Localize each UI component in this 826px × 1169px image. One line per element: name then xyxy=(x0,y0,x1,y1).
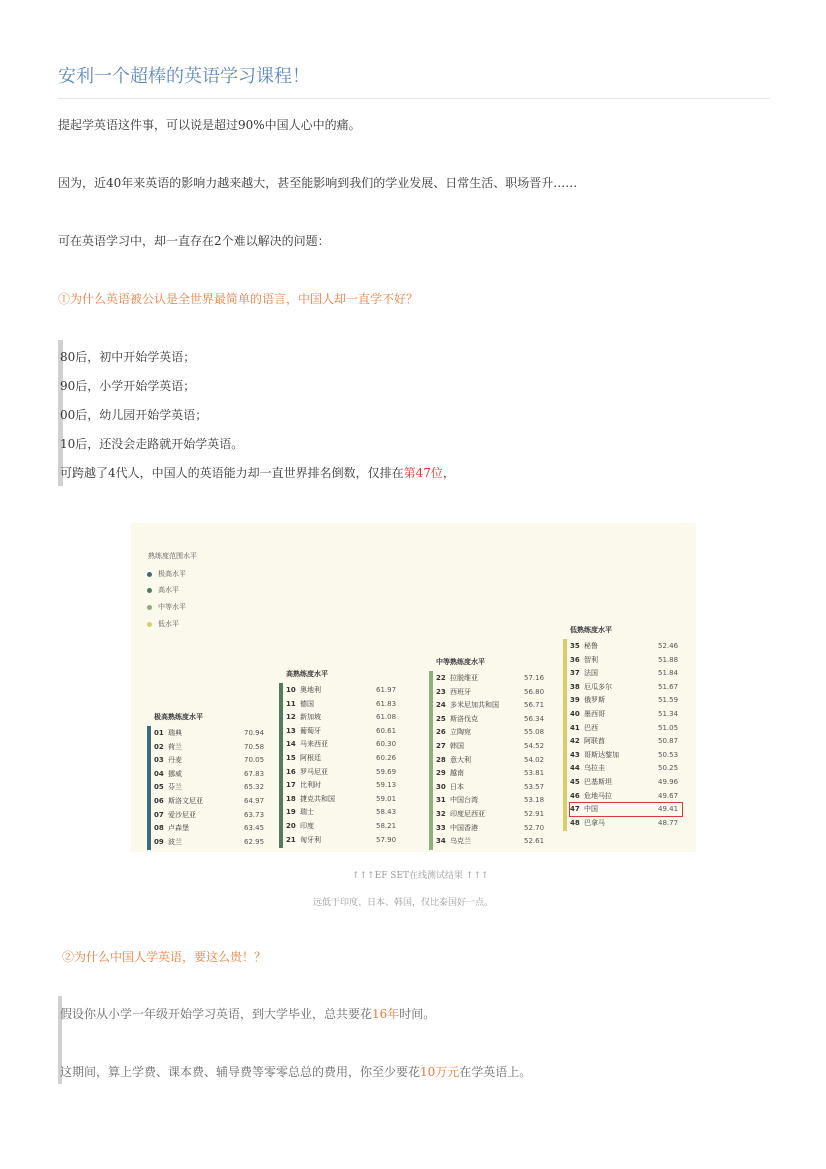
country-name: 斯洛文尼亚 xyxy=(168,797,203,805)
quote1-line-5 xyxy=(60,464,455,481)
score-value: 50.25 xyxy=(658,764,679,773)
rank-number: 08 xyxy=(154,824,164,833)
score-value: 58.21 xyxy=(376,822,397,830)
years-highlight: 16年 xyxy=(372,1007,400,1021)
country-name: 阿根廷 xyxy=(300,754,321,762)
rank-number: 28 xyxy=(436,755,446,764)
rank-number: 01 xyxy=(154,729,164,737)
rank-number: 04 xyxy=(154,769,164,778)
ranking-row xyxy=(436,767,548,780)
chart-caption: ↑↑↑EF SET在线测试结果 ↑↑↑ xyxy=(352,871,489,881)
score-value: 64.97 xyxy=(244,797,265,805)
group-heading: 中等熟练度水平 xyxy=(436,658,485,666)
ranking-row xyxy=(570,722,682,735)
country-name: 瑞士 xyxy=(300,808,314,817)
ranking-row xyxy=(436,726,548,739)
quote2-line-2-text: 这期间，算上学费、课本费、辅导费等零零总总的费用，你至少要花 xyxy=(60,1065,421,1079)
rank-number: 23 xyxy=(436,687,446,696)
ranking-row xyxy=(154,754,268,767)
ranking-row xyxy=(286,711,400,724)
paragraph-2: 因为，近40年来英语的影响力越来越大，甚至能影响到我们的学业发展、日常生活、职场晋升…… xyxy=(58,176,578,190)
score-value: 60.26 xyxy=(376,754,397,762)
rank-number: 37 xyxy=(570,669,580,678)
ranking-row xyxy=(570,640,682,653)
score-value: 62.95 xyxy=(244,837,265,846)
rank-number: 45 xyxy=(570,778,580,786)
ranking-row xyxy=(154,795,268,808)
country-name: 乌克兰 xyxy=(450,837,471,846)
group-color-bar xyxy=(279,683,283,848)
ranking-row xyxy=(286,725,400,738)
rank-number: 11 xyxy=(286,699,296,708)
score-value: 60.30 xyxy=(376,740,397,749)
ranking-row xyxy=(286,806,400,819)
paragraph-1: 提起学英语这件事，可以说是超过90%中国人心中的痛。 xyxy=(58,118,361,132)
country-name: 多米尼加共和国 xyxy=(450,701,499,710)
group-color-bar xyxy=(563,639,567,831)
country-name: 智利 xyxy=(584,655,598,664)
score-value: 56.71 xyxy=(524,701,545,710)
score-value: 52.91 xyxy=(524,810,545,818)
country-name: 匈牙利 xyxy=(300,835,321,844)
rank-number: 14 xyxy=(286,740,296,749)
ranking-row xyxy=(570,749,682,762)
rank-number: 42 xyxy=(570,737,580,746)
ranking-row xyxy=(436,794,548,807)
quote1-line-3: 00后，幼儿园开始学英语； xyxy=(60,408,208,422)
ranking-row xyxy=(154,822,268,835)
score-value: 53.57 xyxy=(524,782,545,791)
rank-number: 16 xyxy=(286,767,296,776)
legend-label: 高水平 xyxy=(158,586,179,594)
rank-number: 03 xyxy=(154,756,164,765)
rank-number: 29 xyxy=(436,769,446,778)
ranking-row xyxy=(570,654,682,667)
ranking-row xyxy=(436,835,548,848)
ranking-row xyxy=(286,698,400,711)
score-value: 63.45 xyxy=(244,824,265,833)
score-value: 57.90 xyxy=(376,835,397,844)
rank-number: 05 xyxy=(154,783,164,792)
score-value: 70.05 xyxy=(244,756,265,765)
country-name: 葡萄牙 xyxy=(300,726,321,735)
group-color-bar xyxy=(429,671,433,850)
legend-title: 熟练度范围水平 xyxy=(148,552,197,560)
country-name: 俄罗斯 xyxy=(584,696,605,705)
legend-dot xyxy=(147,588,152,593)
country-name: 芬兰 xyxy=(168,783,182,792)
quote2-line-1-text: 假设你从小学一年级开始学习英语，到大学毕业，总共要花 xyxy=(60,1007,373,1021)
ranking-row xyxy=(286,752,400,765)
ranking-row xyxy=(154,836,268,849)
score-value: 50.53 xyxy=(658,750,679,759)
country-name: 巴基斯坦 xyxy=(584,778,612,786)
score-value: 52.61 xyxy=(524,837,545,846)
ranking-row xyxy=(436,699,548,712)
country-name: 巴西 xyxy=(584,723,598,732)
ranking-row xyxy=(570,817,682,830)
rank-number: 25 xyxy=(436,714,446,723)
score-value: 67.83 xyxy=(244,769,265,778)
score-value: 51.84 xyxy=(658,669,679,678)
country-name: 中国 xyxy=(584,805,598,814)
country-name: 乌拉圭 xyxy=(584,764,605,773)
ranking-row-highlighted xyxy=(570,803,682,816)
group-color-bar xyxy=(147,726,151,850)
question-2: ②为什么中国人学英语，要这么贵！？ xyxy=(62,950,267,964)
country-name: 印度 xyxy=(300,822,314,830)
score-value: 60.61 xyxy=(376,726,397,735)
ranking-row xyxy=(286,793,400,806)
ranking-row xyxy=(570,790,682,803)
rank-number: 46 xyxy=(570,791,580,800)
score-value: 59.01 xyxy=(376,794,397,803)
ranking-row xyxy=(436,822,548,835)
score-value: 59.13 xyxy=(376,781,397,790)
score-value: 51.59 xyxy=(658,696,679,705)
country-name: 中国台湾 xyxy=(450,796,478,805)
rank-number: 09 xyxy=(154,837,164,846)
country-name: 法国 xyxy=(584,669,598,678)
legend-label: 极高水平 xyxy=(158,570,186,578)
ranking-row xyxy=(436,740,548,753)
country-name: 马来西亚 xyxy=(300,740,328,749)
rank-number: 10 xyxy=(286,686,296,694)
score-value: 61.83 xyxy=(376,699,397,708)
rank-number: 48 xyxy=(570,818,580,827)
score-value: 61.97 xyxy=(376,686,397,694)
quote1-line-5-text: 可跨越了4代人，中国人的英语能力却一直世界排名倒数，仅排在 xyxy=(60,466,404,480)
score-value: 51.88 xyxy=(658,655,679,664)
score-value: 50.87 xyxy=(658,737,679,746)
score-value: 51.05 xyxy=(658,723,679,732)
rank-number: 22 xyxy=(436,674,446,682)
rank-number: 24 xyxy=(436,701,446,710)
ranking-row xyxy=(154,741,268,754)
score-value: 49.41 xyxy=(658,805,679,814)
country-name: 巴拿马 xyxy=(584,818,605,827)
quote2-line-2-end: 在学英语上。 xyxy=(459,1065,532,1079)
country-name: 罗马尼亚 xyxy=(300,767,328,776)
country-name: 哥斯达黎加 xyxy=(584,750,619,759)
quote2-line-2 xyxy=(60,1063,531,1080)
rank-number: 36 xyxy=(570,655,580,664)
score-value: 57.16 xyxy=(524,674,545,682)
rank-number: 44 xyxy=(570,764,580,773)
score-value: 49.67 xyxy=(658,791,679,800)
country-name: 拉脱维亚 xyxy=(450,674,478,682)
score-value: 70.58 xyxy=(244,742,265,751)
score-value: 49.96 xyxy=(658,778,679,786)
rank-number: 31 xyxy=(436,796,446,805)
score-value: 53.18 xyxy=(524,796,545,805)
country-name: 立陶宛 xyxy=(450,728,471,737)
country-name: 爱沙尼亚 xyxy=(168,810,196,819)
country-name: 秘鲁 xyxy=(584,642,598,650)
rank-number: 26 xyxy=(436,728,446,737)
rank-number: 40 xyxy=(570,710,580,718)
country-name: 阿联酋 xyxy=(584,737,605,746)
rank-number: 34 xyxy=(436,837,446,846)
rank-number: 35 xyxy=(570,642,580,650)
ranking-row xyxy=(154,809,268,822)
rank-number: 06 xyxy=(154,797,164,805)
country-name: 危地马拉 xyxy=(584,791,612,800)
score-value: 55.08 xyxy=(524,728,545,737)
score-value: 58.43 xyxy=(376,808,397,817)
group-heading: 高熟练度水平 xyxy=(286,670,328,678)
rank-number: 02 xyxy=(154,742,164,751)
country-name: 西班牙 xyxy=(450,687,471,696)
chart-subcaption: 远低于印度、日本、韩国，仅比泰国好一点。 xyxy=(313,898,494,908)
rank-highlight: 第47位 xyxy=(403,466,443,480)
question-1: ①为什么英语被公认是全世界最简单的语言，中国人却一直学不好？ xyxy=(58,292,419,306)
ranking-row xyxy=(436,781,548,794)
ranking-row xyxy=(286,738,400,751)
ranking-row xyxy=(570,681,682,694)
ranking-row xyxy=(570,667,682,680)
score-value: 54.02 xyxy=(524,755,545,764)
country-name: 越南 xyxy=(450,769,464,778)
ranking-row xyxy=(570,694,682,707)
score-value: 65.32 xyxy=(244,783,265,792)
country-name: 荷兰 xyxy=(168,742,182,751)
country-name: 卢森堡 xyxy=(168,824,189,833)
country-name: 比利时 xyxy=(300,781,321,790)
legend-dot xyxy=(147,605,152,610)
rank-number: 12 xyxy=(286,713,296,722)
score-value: 61.08 xyxy=(376,713,397,722)
country-name: 丹麦 xyxy=(168,756,182,765)
rank-number: 20 xyxy=(286,822,296,830)
rank-number: 18 xyxy=(286,794,296,803)
score-value: 52.46 xyxy=(658,642,679,650)
group-heading: 极高熟练度水平 xyxy=(154,713,203,721)
ranking-row xyxy=(154,727,268,740)
legend-item xyxy=(147,569,186,579)
score-value: 51.34 xyxy=(658,710,679,718)
ranking-row xyxy=(286,766,400,779)
score-value: 70.94 xyxy=(244,729,265,737)
country-name: 意大利 xyxy=(450,755,471,764)
country-name: 新加坡 xyxy=(300,713,321,722)
ranking-row xyxy=(436,808,548,821)
quote2-line-1-end: 时间。 xyxy=(399,1007,436,1021)
ranking-row xyxy=(286,684,400,697)
quote1-line-4: 10后，还没会走路就开始学英语。 xyxy=(60,437,244,451)
ranking-row xyxy=(570,776,682,789)
ranking-row xyxy=(436,686,548,699)
rank-number: 21 xyxy=(286,835,296,844)
ranking-row xyxy=(570,708,682,721)
country-name: 奥地利 xyxy=(300,686,321,694)
ranking-row xyxy=(286,834,400,847)
quote2-line-1 xyxy=(60,1005,435,1022)
ranking-row xyxy=(286,779,400,792)
country-name: 墨西哥 xyxy=(584,710,605,718)
legend-item xyxy=(147,602,186,612)
ranking-row xyxy=(436,754,548,767)
score-value: 53.81 xyxy=(524,769,545,778)
country-name: 挪威 xyxy=(168,769,182,778)
ranking-row xyxy=(570,735,682,748)
country-name: 韩国 xyxy=(450,742,464,750)
rank-number: 33 xyxy=(436,823,446,832)
ef-ranking-chart xyxy=(131,523,696,852)
rank-number: 32 xyxy=(436,810,446,818)
rank-number: 19 xyxy=(286,808,296,817)
group-heading: 低熟练度水平 xyxy=(570,626,612,634)
page-title: 安利一个超棒的英语学习课程！ xyxy=(58,66,310,87)
rank-number: 27 xyxy=(436,742,446,750)
rank-number: 38 xyxy=(570,682,580,691)
score-value: 59.69 xyxy=(376,767,397,776)
ranking-row xyxy=(154,768,268,781)
ranking-row xyxy=(286,820,400,833)
score-value: 48.77 xyxy=(658,818,679,827)
country-name: 日本 xyxy=(450,782,464,791)
rank-number: 41 xyxy=(570,723,580,732)
country-name: 波兰 xyxy=(168,837,182,846)
paragraph-3: 可在英语学习中，却一直存在2个难以解决的问题： xyxy=(58,234,330,248)
country-name: 中国香港 xyxy=(450,823,478,832)
score-value: 56.34 xyxy=(524,714,545,723)
rank-number: 15 xyxy=(286,754,296,762)
country-name: 印度尼西亚 xyxy=(450,810,485,818)
rank-number: 30 xyxy=(436,782,446,791)
legend-label: 低水平 xyxy=(158,620,179,628)
rank-number: 47 xyxy=(570,805,580,814)
country-name: 斯洛伐克 xyxy=(450,714,478,723)
legend-dot xyxy=(147,622,152,627)
quote1-line-1: 80后，初中开始学英语； xyxy=(60,350,196,364)
legend-label: 中等水平 xyxy=(158,603,186,611)
score-value: 63.73 xyxy=(244,810,265,819)
ranking-row xyxy=(154,781,268,794)
rank-number: 43 xyxy=(570,750,580,759)
ranking-row xyxy=(436,672,548,685)
score-value: 54.52 xyxy=(524,742,545,750)
cost-highlight: 10万元 xyxy=(420,1065,460,1079)
country-name: 德国 xyxy=(300,699,314,708)
score-value: 52.70 xyxy=(524,823,545,832)
rank-number: 07 xyxy=(154,810,164,819)
ranking-row xyxy=(436,713,548,726)
country-name: 厄瓜多尔 xyxy=(584,682,612,691)
rank-number: 17 xyxy=(286,781,296,790)
score-value: 51.67 xyxy=(658,682,679,691)
ranking-row xyxy=(570,762,682,775)
quote1-line-2: 90后，小学开始学英语； xyxy=(60,379,196,393)
country-name: 瑞典 xyxy=(168,729,182,737)
country-name: 捷克共和国 xyxy=(300,794,335,803)
rank-number: 13 xyxy=(286,726,296,735)
score-value: 56.80 xyxy=(524,687,545,696)
legend-dot xyxy=(147,572,152,577)
title-divider xyxy=(58,98,770,99)
rank-number: 39 xyxy=(570,696,580,705)
legend-item xyxy=(147,619,179,629)
quote1-line-5-end: ， xyxy=(442,466,455,480)
legend-item xyxy=(147,585,179,595)
